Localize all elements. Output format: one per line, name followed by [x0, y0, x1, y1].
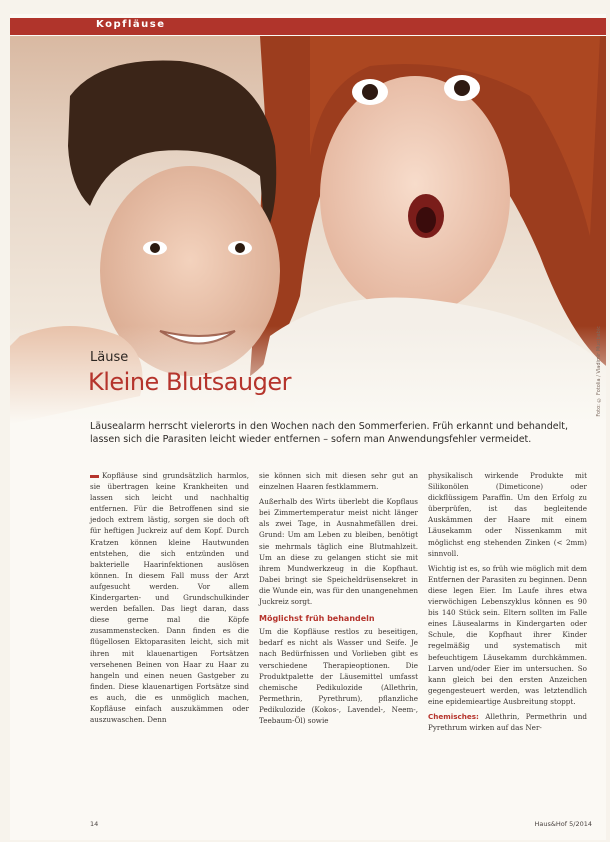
- article-title: Kleine Blutsauger: [88, 368, 291, 396]
- start-marker-icon: [90, 475, 99, 478]
- paragraph: [428, 711, 587, 733]
- subheading: Möglichst früh behandeln: [259, 614, 375, 624]
- paragraph: Außerhalb des Wirts überlebt die Kopflaus bei Zimmertemperatur meist nicht länger als zwei Tage, in Ausnahmefällen drei. Grund: Um am Leben zu bleiben, benötigt sie mehrmals täglich eine Blutmahlzeit. Um an diese zu gelangen sticht sie mit ihrem Mundwerkzeug in die Kopfhaut. Dabei bringt sie Speicheldrüsensekret in die Wunde ein, was für den unangenehmen Juckreiz sorgt.: [259, 497, 418, 607]
- section-header-bar: [10, 18, 606, 35]
- paragraph: [90, 470, 249, 725]
- paragraph: Wichtig ist es, so früh wie möglich mit dem Entfernen der Parasiten zu beginnen. Denn diese legen Eier. Im Laufe ihres etwa vierwöchigen Lebenszyklus können es 90 bis 140 Stück sein. Eltern sollten im Falle eines Läusealarms in Kindergarten oder Schule, die Kopfhaut ihrer Kinder regelmäßig und systematisch mit befeuchtigem Läusekamm durchkämmen. Larven und/oder Eier im untersuchen. So kann gleich bei den ersten Anzeichen gegengesteuert werden, was letztendlich eine epidemieartige Ausbreitung stoppt.: [428, 563, 587, 706]
- paragraph-text: Allethrin, Permethrin und Pyrethrum wirken auf das Ner-: [428, 711, 587, 733]
- section-label: Kopfläuse: [96, 19, 166, 30]
- article-lead: Läusealarm herrscht vielerorts in den Wochen nach den Sommerferien. Früh erkannt und behandelt, lassen sich die Parasiten leicht wieder entfernen – sofern man Anwendungsfehler vermeidet.: [90, 421, 569, 445]
- photo-credit: Foto: © Fotolia / Vladimir Mucibabic: [596, 326, 602, 417]
- paragraph-text: Kopfläuse sind grundsätzlich harmlos, sie übertragen keine Krankheiten und lassen sich leicht und nachhaltig entfernen. Für die Betroffenen sind sie jedoch extrem lästig, sorgen sie doch oft für heftigen Juckreiz auf dem Kopf. Durch Kratzen können kleine Hautwunden entstehen, die sich entzünden und bakterielle Haarinfektionen auslösen können. In diesem Fall muss der Arzt aufgesucht werden. Vor allem Kindergarten- und Grundschulkinder werden befallen. Das liegt daran, dass diese gerne mal die Köpfe zusammenstecken. Dann finden es die flügellosen Ektoparasiten leicht, sich mit ihren mit klauenartigen Fortsätzen versehenen Beinen von Haar zu Haar zu hangeln und einen neuen Gastgeber zu finden. Diese klauenartigen Fortsätze sind es auch, die es unmöglich machen, Kopfläuse einfach auszukämmen oder auszuwaschen. Denn: [90, 471, 249, 725]
- hero-photo: [10, 36, 606, 424]
- paragraph: sie können sich mit diesen sehr gut an einzelnen Haaren festklammern.: [259, 471, 418, 492]
- magazine-page: [10, 14, 606, 840]
- article-body: [90, 470, 588, 737]
- article-kicker: Läuse: [90, 350, 129, 365]
- page-number: 14: [90, 820, 99, 828]
- inline-label: Chemisches:: [428, 711, 479, 721]
- column-3: [428, 470, 587, 737]
- paragraph: physikalisch wirkende Produkte mit Silikonölen (Dimeticone) oder dickflüssigem Paraffin. Um den Erfolg zu überprüfen, ist das begleitende Auskämmen der Haare mit einem Läusekamm oder Nissenkamm mit möglichst eng stehenden Zinken (< 2mm) sinnvoll.: [428, 471, 587, 558]
- column-2: [259, 470, 418, 737]
- paragraph: Um die Kopfläuse restlos zu beseitigen, bedarf es nicht als Wasser und Seife. Je nach Bedürfnissen und Vorlieben gibt es verschiedene Therapieoptionen. Die Produktpalette der Läusemittel umfasst chemische Pedikulozide (Allethrin, Permethrin, Pyrethrum), pflanzliche Pedikulozide (Kokos-, Lavendel-, Neem-, Teebaum-Öl) sowie: [259, 627, 418, 725]
- children-photo-illustration: [10, 36, 606, 424]
- column-1: [90, 470, 249, 737]
- magazine-issue: Haus&Hof 5/2014: [534, 820, 592, 828]
